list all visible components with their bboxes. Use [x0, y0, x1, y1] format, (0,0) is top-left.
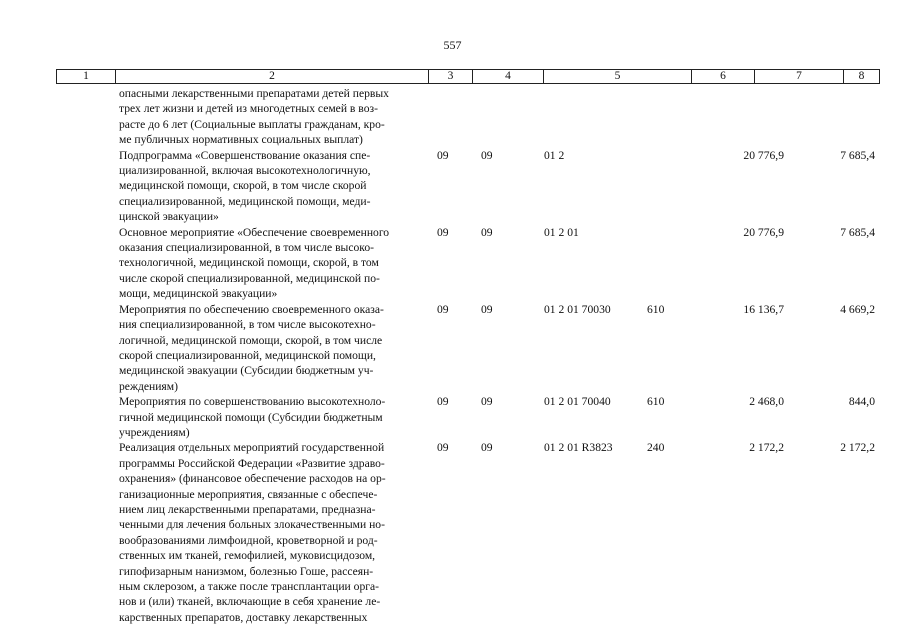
row-amount-1: 2 468,0	[749, 395, 784, 409]
row-amount-2: 4 669,2	[840, 302, 875, 316]
row-amount-1: 20 776,9	[743, 148, 784, 162]
row-section: 09	[437, 302, 449, 316]
row-subsection: 09	[481, 302, 493, 316]
row-expense-type: 610	[647, 395, 665, 409]
row-section: 09	[437, 395, 449, 409]
row-amount-1: 16 136,7	[743, 302, 784, 316]
row-target-code: 01 2	[544, 148, 565, 162]
row-subsection: 09	[481, 441, 493, 455]
row-target-code: 01 2 01	[544, 225, 579, 239]
row-subsection: 09	[481, 225, 493, 239]
table-row	[0, 394, 905, 440]
table-header	[56, 69, 880, 84]
row-description: Мероприятия по совершенствованию высокотехноло- гичной медицинской помощи (Субсидии бюджетным учреждениям)	[119, 395, 386, 439]
row-description: опасными лекарственными препаратами детей первых трех лет жизни и детей из многодетных семей в воз- расте до 6 лет (Социальные выплаты гражданам, кро- ме публичных нормативных социальных выплат)	[119, 87, 389, 147]
header-col-5: 5	[544, 70, 692, 83]
table-row	[0, 225, 905, 302]
row-section: 09	[437, 225, 449, 239]
row-section: 09	[437, 441, 449, 455]
row-description: Основное мероприятие «Обеспечение своевременного оказания специализированной, в том числе высоко- технологичной, медицинской помощи, скорой, в том числе скорой специализированной, медицинской по- мощи, медицинской эвакуации»	[119, 225, 390, 301]
row-subsection: 09	[481, 148, 493, 162]
row-amount-2: 7 685,4	[840, 148, 875, 162]
row-target-code: 01 2 01 R3823	[544, 441, 613, 455]
header-col-4: 4	[473, 70, 544, 83]
header-col-8: 8	[844, 70, 880, 83]
row-amount-2: 2 172,2	[840, 441, 875, 455]
row-target-code: 01 2 01 70040	[544, 395, 611, 409]
header-col-6: 6	[692, 70, 755, 83]
row-amount-1: 20 776,9	[743, 225, 784, 239]
row-amount-2: 7 685,4	[840, 225, 875, 239]
header-col-2: 2	[116, 70, 429, 83]
row-amount-2: 844,0	[848, 395, 875, 409]
row-amount-1: 2 172,2	[749, 441, 784, 455]
row-description: Подпрограмма «Совершенствование оказания спе- циализированной, включая высокотехнологичную, медицинской помощи, скорой, в том числе скорой специализированной, медицинской помощи, меди- цинской эвакуации»	[119, 148, 371, 224]
table-row	[0, 86, 905, 148]
page-number: 557	[443, 38, 462, 52]
row-subsection: 09	[481, 395, 493, 409]
table-row	[0, 440, 905, 625]
header-col-7: 7	[755, 70, 844, 83]
table-body	[0, 86, 905, 625]
table-row	[0, 302, 905, 394]
row-target-code: 01 2 01 70030	[544, 302, 611, 316]
header-col-3: 3	[429, 70, 473, 83]
row-expense-type: 610	[647, 302, 665, 316]
table-row	[0, 148, 905, 225]
row-expense-type: 240	[647, 441, 665, 455]
row-description: Реализация отдельных мероприятий государственной программы Российской Федерации «Развитие здраво- охранения» (финансовое обеспечение расходов на ор- ганизационные мероприятия, связанные с обеспече- нием лиц лекарственными препаратами, предназна- ченными для лечения больных злокачественными но- вообразованиями лимфоидной, кроветворной и род- ственных им тканей, гемофилией, муковисцидозом, гипофизарным нанизмом, болезнью Гоше, рассеян- ным склерозом, а также после трансплантации орга- нов и (или) тканей, включающие в себя хранение ле- карственных препаратов, доставку лекарственных	[119, 441, 386, 624]
header-col-1: 1	[57, 70, 116, 83]
row-description: Мероприятия по обеспечению своевременного оказа- ния специализированной, в том числе высокотехно- логичной, медицинской помощи, скорой, в том числе скорой специализированной, медицинской помощи, медицинской эвакуации (Субсидии бюджетным уч- реждениям)	[119, 302, 384, 393]
row-section: 09	[437, 148, 449, 162]
